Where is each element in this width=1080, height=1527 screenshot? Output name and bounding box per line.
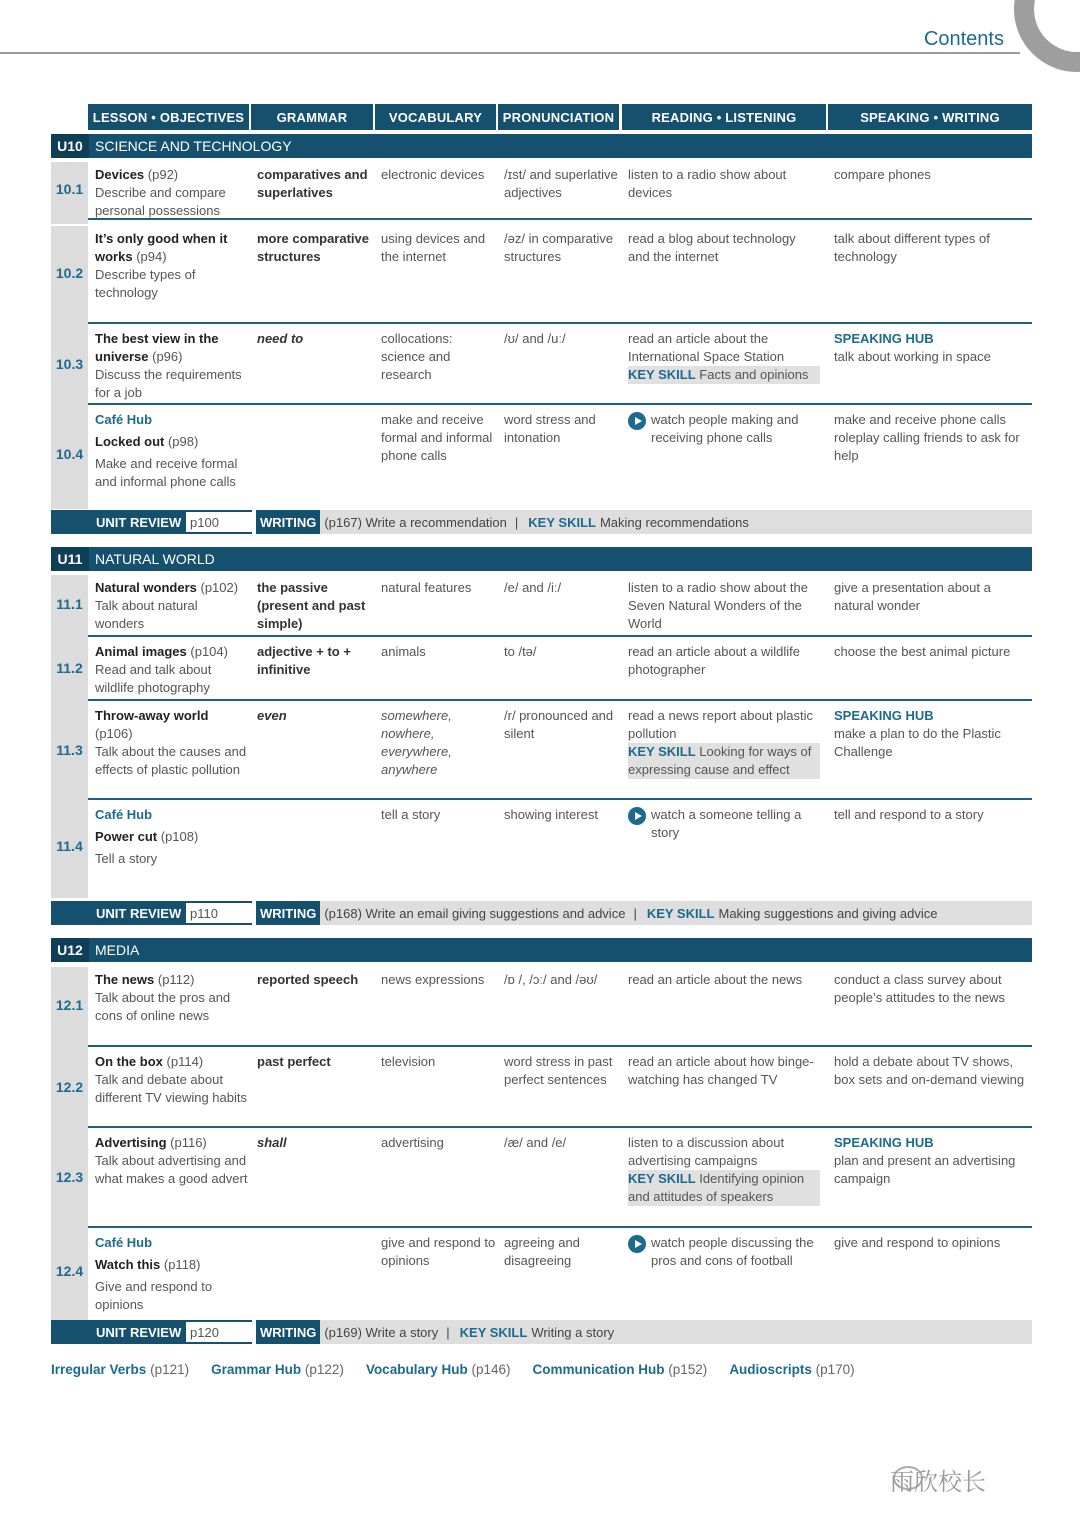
- lesson-objective: Discuss the requirements for a job: [95, 367, 242, 400]
- grammar-cell: more comparative structures: [257, 231, 369, 264]
- lesson-number: 12.2: [55, 1078, 84, 1095]
- speaking-writing-cell: [834, 411, 1026, 465]
- reading-text: read a blog about technology and the internet: [628, 231, 796, 264]
- grammar-cell: reported speech: [257, 972, 359, 987]
- footer-link-name: Irregular Verbs: [51, 1362, 147, 1377]
- pronunciation-cell: /ɪst/ and superlative adjectives: [504, 167, 618, 200]
- unit-header: [51, 134, 1032, 158]
- speaking-hub-label: SPEAKING HUB: [834, 331, 934, 346]
- row-divider: [88, 1226, 1032, 1228]
- lesson-page: (p98): [167, 434, 199, 449]
- reading-text: listen to a discussion about advertising campaigns: [628, 1135, 785, 1168]
- key-skill-label: KEY SKILL: [459, 1324, 528, 1340]
- top-rule: [0, 52, 1020, 54]
- unit-code: U10: [51, 134, 89, 158]
- speaking-text: tell and respond to a story: [834, 807, 984, 822]
- vocabulary-cell: animals: [381, 644, 426, 659]
- unit-code: U12: [51, 938, 89, 962]
- lesson-name: Throw-away world: [95, 708, 209, 723]
- reading-listening-cell: [628, 707, 820, 779]
- review-stripe: [51, 510, 88, 534]
- reading-listening-cell: [628, 1234, 820, 1270]
- lesson-number: 10.3: [55, 355, 84, 372]
- reading-text: read an article about a wildlife photographer: [628, 644, 800, 677]
- lesson-title: [95, 971, 249, 989]
- pronunciation-cell: to /tə/: [504, 644, 537, 659]
- video-item: [628, 411, 820, 447]
- grammar-cell: even: [257, 708, 287, 723]
- reading-text: watch a someone telling a story: [651, 807, 802, 840]
- unit-review-label: UNIT REVIEW: [88, 510, 186, 534]
- lesson-page: (p96): [152, 349, 183, 364]
- watermark-text: 雨欣校长: [890, 1469, 986, 1496]
- speaking-text: hold a debate about TV shows, box sets and on-demand viewing: [834, 1054, 1025, 1087]
- footer-link[interactable]: [211, 1362, 344, 1377]
- grammar-cell: the passive (present and past simple): [257, 580, 366, 631]
- key-skill-text: Writing a story: [531, 1324, 615, 1340]
- lesson-title: [95, 433, 249, 451]
- pronunciation-cell: /e/ and /iː/: [504, 580, 562, 595]
- key-skill-text: Making suggestions and giving advice: [718, 905, 938, 921]
- writing-label: WRITING: [256, 901, 320, 925]
- column-header: SPEAKING • WRITING: [828, 104, 1032, 130]
- unit-review-bar: [51, 1320, 1032, 1344]
- column-header: LESSON • OBJECTIVES: [88, 104, 249, 130]
- lesson-name: Locked out: [95, 434, 165, 449]
- vocabulary-cell: electronic devices: [381, 167, 485, 182]
- speaking-writing-cell: [834, 330, 1026, 366]
- key-skill-box: [628, 743, 820, 779]
- footer-link-page: (p146): [471, 1362, 511, 1377]
- key-skill-label: KEY SKILL: [628, 1171, 696, 1186]
- column-header: READING • LISTENING: [622, 104, 826, 130]
- reading-listening-cell: [628, 579, 820, 633]
- footer-link[interactable]: [51, 1362, 189, 1377]
- pronunciation-cell: /əz/ in comparative structures: [504, 231, 614, 264]
- footer-link-page: (p152): [668, 1362, 708, 1377]
- pronunciation-cell: word stress in past perfect sentences: [504, 1054, 613, 1087]
- vocabulary-cell: give and respond to opinions: [381, 1235, 496, 1268]
- lesson-name: The best view in the universe: [95, 331, 219, 364]
- speaking-text: give a presentation about a natural wonder: [834, 580, 991, 613]
- lesson-name: Watch this: [95, 1257, 161, 1272]
- cafe-hub-label: Café Hub: [95, 412, 153, 427]
- unit-header: [51, 938, 1032, 962]
- separator: |: [633, 905, 637, 921]
- unit-review-page: p120: [186, 1320, 252, 1344]
- footer-link-name: Audioscripts: [729, 1362, 812, 1377]
- speaking-writing-cell: [834, 971, 1026, 1007]
- speaking-text: talk about working in space: [834, 349, 991, 364]
- lesson-title: [95, 1134, 249, 1152]
- review-stripe: [51, 1320, 88, 1344]
- vocabulary-cell: tell a story: [381, 807, 441, 822]
- lesson-page: (p94): [136, 249, 167, 264]
- speaking-text: make and receive phone calls roleplay calling friends to ask for help: [834, 412, 1020, 463]
- unit-review-bar: [51, 510, 1032, 534]
- lesson-cell: [95, 643, 249, 697]
- lesson-cell: [95, 166, 249, 220]
- column-header: PRONUNCIATION: [498, 104, 619, 130]
- key-skill-label: KEY SKILL: [628, 744, 696, 759]
- vocabulary-cell: natural features: [381, 580, 472, 595]
- lesson-number: 11.3: [56, 741, 83, 758]
- lesson-number: 11.2: [56, 660, 83, 676]
- footer-links: [51, 1362, 855, 1377]
- pronunciation-cell: agreeing and disagreeing: [504, 1235, 580, 1268]
- column-header: VOCABULARY: [375, 104, 496, 130]
- lesson-objective: Describe and compare personal possessions: [95, 185, 226, 218]
- speaking-text: talk about different types of technology: [834, 231, 990, 264]
- unit-header: [51, 547, 1032, 571]
- lesson-number: 10.4: [55, 446, 84, 462]
- writing-details: [320, 901, 1032, 925]
- reading-listening-cell: [628, 1053, 820, 1089]
- key-skill-text: Making recommendations: [599, 514, 749, 530]
- writing-details: [320, 1320, 1032, 1344]
- lesson-title: [95, 1053, 249, 1071]
- vocabulary-cell: somewhere, nowhere, everywhere, anywhere: [381, 708, 452, 777]
- separator: |: [514, 514, 519, 530]
- row-divider: [88, 1126, 1032, 1128]
- play-video-icon[interactable]: [628, 1235, 646, 1253]
- cafe-hub-label: Café Hub: [95, 1235, 153, 1250]
- lesson-page: (p118): [163, 1257, 201, 1272]
- footer-link[interactable]: [729, 1362, 854, 1377]
- speaking-writing-cell: [834, 579, 1026, 615]
- cafe-hub-label: Café Hub: [95, 807, 153, 822]
- footer-link-page: (p170): [815, 1362, 855, 1377]
- lesson-cell: [95, 1053, 249, 1107]
- pronunciation-cell: /ɒ /, /ɔː/ and /əʊ/: [504, 972, 598, 987]
- corner-ring-decoration: [1014, 0, 1080, 72]
- lesson-name: It’s only good when it works: [95, 231, 228, 264]
- lesson-cell: [95, 230, 249, 302]
- column-header: GRAMMAR: [251, 104, 373, 130]
- lesson-title: [95, 707, 249, 743]
- lesson-cell: [95, 1234, 249, 1314]
- lesson-objective: Talk about advertising and what makes a good advert: [95, 1153, 248, 1186]
- vocabulary-cell: television: [381, 1054, 436, 1069]
- reading-listening-cell: [628, 806, 820, 842]
- lesson-title: [95, 166, 249, 184]
- footer-link-page: (p121): [150, 1362, 190, 1377]
- row-divider: [88, 322, 1032, 324]
- lesson-objective: Describe types of technology: [95, 267, 196, 300]
- pronunciation-cell: /ʊ/ and /uː/: [504, 331, 566, 346]
- video-item: [628, 1234, 820, 1270]
- lesson-page: (p116): [170, 1135, 207, 1150]
- writing-task: (p168) Write an email giving suggestions and advice: [324, 905, 626, 921]
- lesson-page: (p104): [190, 644, 228, 659]
- reading-listening-cell: [628, 971, 820, 989]
- writing-task: (p167) Write a recommendation: [324, 514, 507, 530]
- reading-text: read an article about the International Space Station: [628, 331, 785, 364]
- unit-title: SCIENCE AND TECHNOLOGY: [95, 138, 292, 154]
- speaking-text: compare phones: [834, 167, 931, 182]
- writing-details: [320, 510, 1032, 534]
- lesson-page: (p106): [95, 726, 133, 741]
- vocabulary-cell: news expressions: [381, 972, 485, 987]
- pronunciation-cell: showing interest: [504, 807, 598, 822]
- play-video-icon[interactable]: [628, 807, 646, 825]
- speaking-text: plan and present an advertising campaign: [834, 1153, 1016, 1186]
- lesson-number: 12.3: [55, 1169, 84, 1185]
- reading-listening-cell: [628, 330, 820, 384]
- lesson-name: Advertising: [95, 1135, 167, 1150]
- lesson-page: (p102): [200, 580, 239, 595]
- key-skill-text: Looking for ways of expressing cause and effect: [628, 744, 812, 777]
- speaking-hub-label: SPEAKING HUB: [834, 1135, 934, 1150]
- key-skill-label: KEY SKILL: [628, 367, 696, 382]
- key-skill-text: Facts and opinions: [699, 367, 809, 382]
- reading-text: read an article about how binge-watching has changed TV: [628, 1054, 814, 1087]
- separator: |: [446, 1324, 450, 1340]
- writing-task: (p169) Write a story: [324, 1324, 439, 1340]
- unit-code: U11: [51, 547, 89, 571]
- speaking-writing-cell: [834, 1134, 1026, 1188]
- speaking-hub-label: SPEAKING HUB: [834, 708, 934, 723]
- vocabulary-cell: make and receive formal and informal phone calls: [381, 412, 493, 463]
- lesson-name: Devices: [95, 167, 145, 182]
- key-skill-label: KEY SKILL: [646, 905, 715, 921]
- row-divider: [88, 798, 1032, 800]
- lesson-objective: Talk about natural wonders: [95, 598, 198, 631]
- key-skill-text: Identifying opinion and attitudes of speakers: [628, 1171, 805, 1204]
- lesson-name: Animal images: [95, 644, 187, 659]
- row-divider: [88, 403, 1032, 405]
- unit-title: NATURAL WORLD: [95, 551, 215, 567]
- row-divider: [88, 218, 1032, 220]
- speaking-writing-cell: [834, 230, 1026, 266]
- lesson-title: [95, 643, 249, 661]
- reading-text: listen to a radio show about devices: [628, 167, 787, 200]
- writing-label: WRITING: [256, 1320, 320, 1344]
- reading-listening-cell: [628, 1134, 820, 1206]
- grammar-cell: shall: [257, 1135, 287, 1150]
- key-skill-box: [628, 366, 820, 384]
- lesson-objective: Tell a story: [95, 851, 158, 866]
- grammar-cell: adjective + to + infinitive: [257, 644, 351, 677]
- speaking-writing-cell: [834, 1053, 1026, 1089]
- row-divider: [88, 635, 1032, 637]
- speaking-writing-cell: [834, 707, 1026, 761]
- lesson-number: 10.1: [55, 181, 84, 197]
- page-title: Contents: [923, 28, 1004, 50]
- lesson-page: (p112): [157, 972, 195, 987]
- lesson-number: 10.2: [55, 265, 84, 281]
- reading-text: listen to a radio show about the Seven Natural Wonders of the World: [628, 580, 808, 631]
- pronunciation-cell: /æ/ and /e/: [504, 1135, 567, 1150]
- lesson-name: Natural wonders: [95, 580, 197, 595]
- footer-link-name: Communication Hub: [532, 1362, 665, 1377]
- lesson-number: 11.1: [56, 596, 83, 612]
- reading-listening-cell: [628, 230, 820, 266]
- lesson-cell: [95, 1134, 249, 1188]
- reading-listening-cell: [628, 166, 820, 202]
- footer-link-name: Grammar Hub: [211, 1362, 302, 1377]
- lesson-name: Power cut: [95, 829, 158, 844]
- writing-label: WRITING: [256, 510, 320, 534]
- lesson-cell: [95, 707, 249, 779]
- vocabulary-cell: using devices and the internet: [381, 231, 486, 264]
- lesson-cell: [95, 411, 249, 491]
- review-stripe: [51, 901, 88, 925]
- footer-link-page: (p122): [304, 1362, 344, 1377]
- pronunciation-cell: /r/ pronounced and silent: [504, 708, 614, 741]
- unit-review-bar: [51, 901, 1032, 925]
- speaking-writing-cell: [834, 643, 1026, 661]
- lesson-title: [95, 579, 249, 597]
- footer-link[interactable]: [366, 1362, 511, 1377]
- speaking-text: make a plan to do the Plastic Challenge: [834, 726, 1001, 759]
- reading-listening-cell: [628, 643, 820, 679]
- play-video-icon[interactable]: [628, 412, 646, 430]
- lesson-number: 11.4: [56, 838, 83, 854]
- reading-text: read an article about the news: [628, 972, 803, 987]
- footer-link[interactable]: [533, 1362, 708, 1377]
- unit-title: MEDIA: [95, 942, 140, 958]
- lesson-title: [95, 1256, 249, 1274]
- grammar-cell: comparatives and superlatives: [257, 167, 368, 200]
- reading-text: watch people making and receiving phone calls: [651, 412, 799, 445]
- unit-review-page: p110: [186, 901, 252, 925]
- speaking-text: give and respond to opinions: [834, 1235, 1001, 1250]
- vocabulary-cell: advertising: [381, 1135, 444, 1150]
- vocabulary-cell: collocations: science and research: [381, 331, 453, 382]
- speaking-writing-cell: [834, 1234, 1026, 1252]
- reading-listening-cell: [628, 411, 820, 447]
- reading-text: read a news report about plastic pollution: [628, 708, 813, 741]
- lesson-objective: Talk about the causes and effects of plastic pollution: [95, 744, 247, 777]
- lesson-page: (p108): [160, 829, 199, 844]
- speaking-writing-cell: [834, 166, 1026, 184]
- row-divider: [88, 1045, 1032, 1047]
- pronunciation-cell: word stress and intonation: [504, 412, 596, 445]
- lesson-objective: Talk about the pros and cons of online news: [95, 990, 231, 1023]
- unit-review-page: p100: [186, 510, 252, 534]
- grammar-cell: past perfect: [257, 1054, 331, 1069]
- lesson-page: (p92): [147, 167, 179, 182]
- speaking-text: conduct a class survey about people’s attitudes to the news: [834, 972, 1006, 1005]
- lesson-number: 12.4: [55, 1263, 84, 1279]
- row-divider: [88, 699, 1032, 701]
- footer-link-name: Vocabulary Hub: [365, 1362, 468, 1377]
- lesson-title: [95, 828, 249, 846]
- unit-review-label: UNIT REVIEW: [88, 1320, 186, 1344]
- speaking-text: choose the best animal picture: [834, 644, 1011, 659]
- speaking-writing-cell: [834, 806, 1026, 824]
- unit-review-label: UNIT REVIEW: [88, 901, 186, 925]
- lesson-name: The news: [95, 972, 155, 987]
- key-skill-label: KEY SKILL: [528, 514, 596, 530]
- lesson-objective: Talk and debate about different TV viewing habits: [95, 1072, 247, 1105]
- lesson-objective: Make and receive formal and informal phone calls: [95, 456, 238, 489]
- lesson-cell: [95, 971, 249, 1025]
- lesson-title: [95, 230, 249, 266]
- video-item: [628, 806, 820, 842]
- lesson-cell: [95, 330, 249, 402]
- key-skill-box: [628, 1170, 820, 1206]
- lesson-cell: [95, 579, 249, 633]
- lesson-objective: Read and talk about wildlife photography: [95, 662, 212, 695]
- lesson-name: On the box: [95, 1054, 163, 1069]
- reading-text: watch people discussing the pros and cons of football: [651, 1235, 814, 1268]
- lesson-page: (p114): [166, 1054, 204, 1069]
- lesson-number: 12.1: [55, 997, 84, 1013]
- grammar-cell: need to: [257, 331, 304, 346]
- lesson-objective: Give and respond to opinions: [95, 1279, 213, 1312]
- lesson-title: [95, 330, 249, 366]
- lesson-cell: [95, 806, 249, 868]
